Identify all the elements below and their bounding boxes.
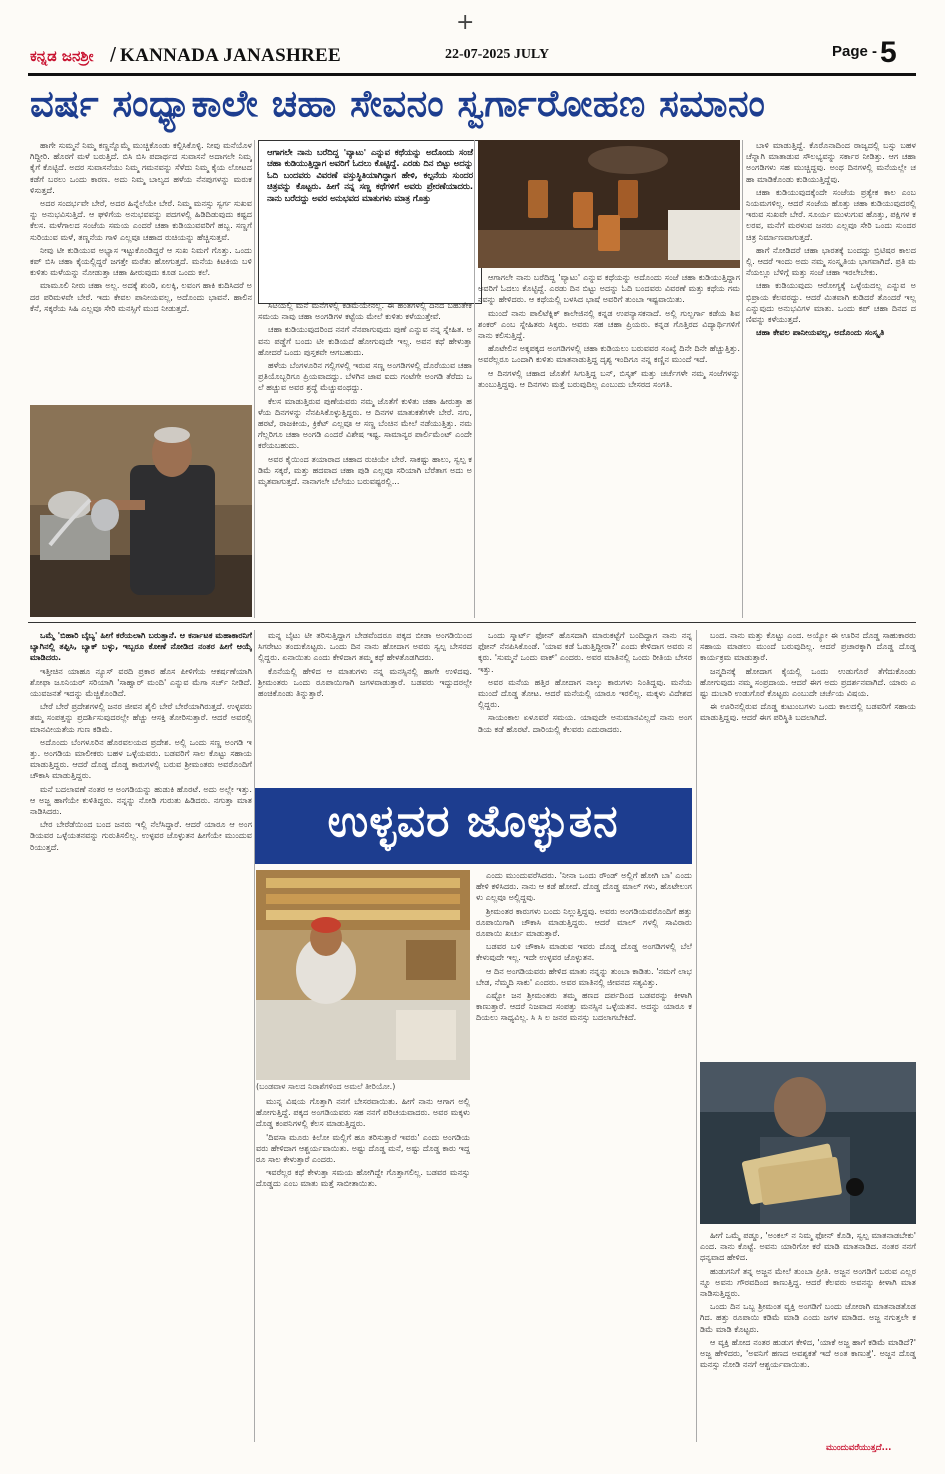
article2-col1-para: ಇತ್ತೀಚಿನ ಯಾಹೂ ನ್ಯೂಸ್ ವರದಿ ಪ್ರಕಾರ ಹೊಸ ಪೀಳಿಗೆಯ ಆಕರ್ಷಣೆಯಾಗಿ ಶೋಫಾ ಜೂನಿಯರ್ ಸರಿಯಾಗಿ 'ಸಾಹ್ವಾರ್ ಮಂದಿ' ಎನ್ನುವ ಮೆಗಾ ಸರ್ಚ್ ನೀಡಿದೆ. ಯುವಜನತೆ ಇದನ್ನು ಮೆಚ್ಚಿಕೊಂಡಿದೆ. [30,665,252,699]
article2-col4-para: ಬಂದ. ನಾನು ಮತ್ತು ಕೊಟ್ಟು ಎಂದ. ಅಯ್ಯೋ ಈ ಊರಿನ ದೊಡ್ಡ ಸಾಹುಕಾರರು ಸಹಾಯ ಮಾಡಲು ಮುಂದೆ ಬರುವುದಿಲ್ಲ. ಆದರೆ ಪ್ರಚಾರಕ್ಕಾಗಿ ದೊಡ್ಡ ದೊಡ್ಡ ಕಾರ್ಯಕ್ರಮ ಮಾಡುತ್ತಾರೆ. [700,630,916,663]
column-rule [742,140,743,618]
article2-col3-para: ಅವರ ಮನೆಯ ಹತ್ತಿರ ಹೋದಾಗ ನಾಲ್ಕು ಕಾರುಗಳು ನಿಂತಿದ್ದವು. ಮನೆಯ ಮುಂದೆ ದೊಡ್ಡ ತೋಟ. ಆದರೆ ಮನೆಯಲ್ಲಿ ಯಾರೂ ಇರಲಿಲ್ಲ. ಮಕ್ಕಳು ವಿದೇಶದಲ್ಲಿದ್ದರು. [478,676,692,710]
article1-col2-para: ಚಹಾ ಕುಡಿಯುವುದರಿಂದ ನನಗೆ ನೆನಪಾಗುವುದು ಪುಣೆ ಎನ್ನುವ ನನ್ನ ಸ್ನೇಹಿತ. ಅವನು ಪಡ್ಡೆಗೆ ಬಂದು ಟೀ ಕುಡಿಯದೆ ಹೋಗುವುದೇ ಇಲ್ಲ. ಅವನ ಕಥೆ ಹೇಳುತ್ತಾ ಹೋದರೆ ಒಂದು ಪುಸ್ತಕವೇ ಆಗಬಹುದು. [258,324,472,357]
page-number: 5 [880,36,897,69]
article1-col1-para: ಹಾಗೇ ಸುಮ್ಮನೆ ನಿಮ್ಮ ಕಣ್ಣನ್ನೊಮ್ಮೆ ಮುಚ್ಚಿಕೊಂಡು ಕಲ್ಪಿಸಿಕೊಳ್ಳಿ. ನೀವು ಮನೆಯೊಳಗಿದ್ದೀರಿ. ಹೊರಗೆ ಮಳೆ ಬರುತ್ತಿದೆ. ಬಿಸಿ ಬಿಸಿ ಪದಾರ್ಥದ ಸುವಾಸನೆ ಅದಾಗಲೇ ನಿಮ್ಮ ಕೈಗೆ ಕೊಟ್ಟಿದೆ. ಅದರ ಸುವಾಸನೆಯು ನಿಮ್ಮ ಗಮನವನ್ನು ಸೆಳೆದು ನಿಮ್ಮ ಕೈಯ ಲೋಟದ ಕಡೆಗೆ ಬರಲು ಒಂದು ಕಾರಣ. ಅದು ನಿಮ್ಮ ಬಾಲ್ಯದ ಹಳೆಯ ನೆನಪುಗಳನ್ನು ಮರುಕಳಿಸುತ್ತದೆ. [30,140,252,195]
money-counting-illustration [700,1062,916,1224]
money-counting-photo [700,1062,916,1224]
article2-col2-para: ಕೊನೆಯಲ್ಲಿ ಹೇಳಿದ ಆ ಮಾತುಗಳು ನನ್ನ ಮನಸ್ಸಿನಲ್ಲಿ ಹಾಗೇ ಉಳಿದವು. ಶ್ರೀಮಂತರು ಒಂದು ರೂಪಾಯಿಗಾಗಿ ಜಗಳವಾಡುತ್ತಾರೆ. ಬಡವರು ಇದ್ದುದರಲ್ಲೇ ಹಂಚಿಕೊಂಡು ತಿನ್ನುತ್ತಾರೆ. [258,665,472,699]
article2-col4-lower-para: ಹೀಗೆ ಒಮ್ಮೆ ಪಡ್ಡೂ, 'ಅಂಕಲ್ ನ ನಿಮ್ಮ ಫೋನ್ ಕೊಡಿ, ಸ್ವಲ್ಪ ಮಾತನಾಡಬೇಕು' ಎಂದ. ನಾನು ಕೊಟ್ಟೆ. ಅವನು ಯಾರಿಗೋ ಕರೆ ಮಾಡಿ ಮಾತನಾಡಿದ. ನಂತರ ನನಗೆ ಧನ್ಯವಾದ ಹೇಳಿದ. [700,1230,916,1263]
article1-col4-para: ಬಾಳಿ ಮಾಡುತ್ತಿದ್ದೆ. ಕೊರೊನಾದಿಂದ ರಾಜ್ಯದಲ್ಲಿ ಬಸ್ಸು ಬಹಳ ಚೆನ್ನಾಗಿ ಮಾತಾಡುವ ಸೌಲಭ್ಯವನ್ನು ಸರ್ಕಾರ ನೀಡಿತ್ತು. ಆಗ ಚಹಾ ಅಂಗಡಿಗಳು ಸಹ ಮುಚ್ಚಿದ್ದವು. ಅಂಥ ದಿನಗಳಲ್ಲಿ ಮನೆಯಲ್ಲೇ ಚಹಾ ಮಾಡಿಕೊಂಡು ಕುಡಿಯುತ್ತಿದ್ದೆವು. [746,140,916,184]
article2-col4-para: ಈ ಊರಿನಲ್ಲಿರುವ ದೊಡ್ಡ ಕುಟುಂಬಗಳು ಒಂದು ಕಾಲದಲ್ಲಿ ಬಡವರಿಗೆ ಸಹಾಯ ಮಾಡುತ್ತಿದ್ದವು. ಆದರೆ ಈಗ ಪರಿಸ್ಥಿತಿ ಬದಲಾಗಿದೆ. [700,701,916,723]
article2-title: ಉಳ್ಳವರ ಜೊಳ್ಳುತನ [327,796,619,847]
masthead-logo-kannada: ಕನ್ನಡ ಜನಶ್ರೀ [30,47,94,65]
article2-col1-para: ಬೇರ ಬೇರೆಡೆಯಿಂದ ಬಂದ ಜನರು ಇಲ್ಲಿ ನೆಲೆಸಿದ್ದಾರೆ. ಆದರೆ ಯಾರೂ ಆ ಅಂಗಡಿಯವರ ಒಳ್ಳೆಯತನವನ್ನು ಗುರುತಿಸಲಿಲ್ಲ. ಉಳ್ಳವರ ಜೊಳ್ಳುತನ ಹೀಗೆಯೇ ಮುಂದುವರಿಯುತ್ತದೆ. [30,819,252,852]
article2-col3-lower-para: ಆ ದಿನ ಅಂಗಡಿಯವರು ಹೇಳಿದ ಮಾತು ನನ್ನನ್ನು ತುಂಬಾ ಕಾಡಿತು. 'ನಮಗೆ ಲಾಭ ಬೇಡ, ನೆಮ್ಮದಿ ಸಾಕು' ಎಂದರು. ಅವರ ಮಾತಿನಲ್ಲಿ ಜೀವನದ ಸತ್ಯವಿತ್ತು. [476,965,692,987]
masthead-logo-english: KANNADA JANASHREE [120,45,341,66]
column-rule [696,630,697,1442]
article2-col4-para: ಜನ್ಮದಿನಕ್ಕೆ ಹೋದಾಗ ಕೈಯಲ್ಲಿ ಒಂದು ಉಡುಗೊರೆ ತೆಗೆದುಕೊಂಡು ಹೋಗುವುದು ನಮ್ಮ ಸಂಪ್ರದಾಯ. ಆದರೆ ಈಗ ಅದು ಪ್ರದರ್ಶನವಾಗಿದೆ. ಯಾರು ಎಷ್ಟು ದುಬಾರಿ ಉಡುಗೊರೆ ಕೊಟ್ಟರು ಎಂಬುದೇ ಚರ್ಚೆಯ ವಿಷಯ. [700,665,916,699]
shop-photo-caption: (ಬಂಡವಾಳ ಸಾಲದ ನಿರಾಶೆಗಳಿಂದ ಅಮಲೆ ತೀರಿಯೋ.) [256,1082,396,1091]
tea-cups-illustration [478,140,740,268]
article1-column-4 [746,140,916,618]
article2-col3-lower-para: ಎಂದು ಮುಂದುವರೆಸಿದರು. 'ನೀನಾ ಒಂದು ರೌಂಡ್ ಅಲ್ಲಿಗೆ ಹೋಗಿ ಬಾ' ಎಂದು ಹೇಳಿ ಕಳಿಸಿದರು. ನಾನು ಆ ಕಡೆ ಹೋದೆ. ದೊಡ್ಡ ದೊಡ್ಡ ಮಾಲ್ ಗಳು, ಹೊಟೇಲುಗಳು ಎಲ್ಲವೂ ಅಲ್ಲಿದ್ದವು. [476,870,692,903]
article2-col3-para: ಸಾಯಂಕಾಲ ಏಳೂವರೆ ಸಮಯ. ಯಾವುದೇ ಅನುಮಾನವಿಲ್ಲದೆ ನಾನು ಅಂಗಡಿಯ ಕಡೆ ಹೊರಟೆ. ದಾರಿಯಲ್ಲಿ ಕೆಲವರು ಎದುರಾದರು. [478,712,692,734]
article1-column-2 [258,300,472,618]
article2-col2-para: ಮನ್ನ ಬೈಟು ಟೀ ತರಿಸುತ್ತಿದ್ದಾಗ ಬೇಡವೆಂದರೂ ಪಕ್ಕದ ಬೀಡಾ ಅಂಗಡಿಯಿಂದ ಸಿಗರೇಟು ತಂದುಕೊಟ್ಟರು. ಒಂದು ದಿನ ನಾನು ಹೋದಾಗ ಅವರು ಸ್ವಲ್ಪ ಬೇಸರದಲ್ಲಿದ್ದರು. ಏನಾಯಿತು ಎಂದು ಕೇಳಿದಾಗ ತಮ್ಮ ಕಥೆ ಹೇಳತೊಡಗಿದರು. [258,630,472,663]
article2-title-banner [254,788,692,864]
article1-subcaption: ಚಹಾ ಕೇವಲ ಪಾನೀಯವಲ್ಲ, ಅದೊಂದು ಸಂಸ್ಕೃತಿ [756,327,885,338]
article1-col4-para: ಚಹಾ ಕುಡಿಯುವುದಕ್ಕೆಂದೇ ಸಂಜೆಯ ಪ್ರತ್ಯೇಕ ಕಾಲ ಎಂಬ ನಿಯಮಗಳಿಲ್ಲ. ಆದರೆ ಸಂಜೆಯ ಹೊತ್ತು ಚಹಾ ಕುಡಿಯುವುದರಲ್ಲಿ ಇರುವ ಸುಖವೇ ಬೇರೆ. ಸೂರ್ಯ ಮುಳುಗುವ ಹೊತ್ತು, ಪಕ್ಷಿಗಳ ಕಲರವ, ಮನೆಗೆ ಮರಳುವ ಜನರು ಎಲ್ಲವೂ ಸೇರಿ ಒಂದು ಸುಂದರ ಚಿತ್ರ ನಿರ್ಮಾಣವಾಗುತ್ತದೆ. [746,186,916,242]
tea-vendor-photo [30,405,252,617]
article2-col2-lower-para: ಮುನ್ನ ವಿಷಯ ಗೊತ್ತಾಗಿ ನನಗೆ ಬೇಸರವಾಯಿತು. ಹೀಗೆ ನಾನು ಆಗಾಗ ಅಲ್ಲಿ ಹೋಗುತ್ತಿದ್ದೆ. ಪಕ್ಕದ ಅಂಗಡಿಯವರು ಸಹ ನನಗೆ ಪರಿಚಯವಾದರು. ಅವರ ಮಕ್ಕಳು ದೊಡ್ಡ ಕಂಪನಿಗಳಲ್ಲಿ ಕೆಲಸ ಮಾಡುತ್ತಿದ್ದರು. [256,1096,470,1129]
article2-column-1 [30,630,252,1442]
article2-col3-lower-para: ಎಷ್ಟೋ ಜನ ಶ್ರೀಮಂತರು ತಮ್ಮ ಹಣದ ದರ್ಪದಿಂದ ಬಡವರನ್ನು ಕೀಳಾಗಿ ಕಾಣುತ್ತಾರೆ. ಆದರೆ ನಿಜವಾದ ಸಂಪತ್ತು ಮನಸ್ಸಿನ ಒಳ್ಳೆಯತನ. ಅದನ್ನು ಯಾರೂ ಕದಿಯಲು ಸಾಧ್ಯವಿಲ್ಲ. ಸಿ ಸಿ ಲ ಜನರ ಮನಸ್ಸು ಬದಲಾಗಬೇಕಿದೆ. [476,990,692,1023]
crop-mark: + [456,10,475,35]
article1-col2-para: ಅವರ ಕೈಯಿಂದ ತಯಾರಾದ ಚಹಾದ ರುಚಿಯೇ ಬೇರೆ. ಸಾಕಷ್ಟು ಹಾಲು, ಸ್ವಲ್ಪ ಕಡಿಮೆ ಸಕ್ಕರೆ, ಮತ್ತು ಹದವಾದ ಚಹಾ ಪುಡಿ ಎಲ್ಲವೂ ಸರಿಯಾಗಿ ಬೆರೆತಾಗ ಅದು ಅಮೃತವಾಗುತ್ತದೆ. ನಾನಾಗಲೇ ಬೆಲೆಯು ಬರುವಷ್ಟರಲ್ಲಿ... [258,453,472,487]
article2-col1-para: ಒಮ್ಮೆ 'ಬಿಹಾರಿ ಬೈಬ್ಯ' ಹೀಗೆ ಕರೆಯಲಾಗಿ ಬರುತ್ತಾನೆ. ಆ ಕರ್ನಾಟಕ ಮಹಾಕಾರನಿಗೆ ಬ್ಯಾಗಿನಲ್ಲಿ ತಪ್ಪಿಸಿ, ಬ್ಯಾಕ್ ಬಳ್ಳು, ಇಬ್ಬರೂ ಕೋಣೆ ನೋಡಿದ ನಂತರ ಹೀಗೆ ಆಯ್ಕೆ ಮಾಡಿದರು. [30,630,252,663]
article2-col2-lower-para: ಇವರೆಲ್ಲರ ಕಥೆ ಕೇಳುತ್ತಾ ಸಮಯ ಹೋಗಿದ್ದೇ ಗೊತ್ತಾಗಲಿಲ್ಲ. ಬಡವರ ಮನಸ್ಸು ದೊಡ್ಡದು ಎಂಬ ಮಾತು ಮತ್ತೆ ಸಾಬೀತಾಯಿತು. [256,1167,470,1189]
article1-col2-para: ಕೆಲಸ ಮಾಡುತ್ತಿರುವ ಪುಣೆಯವರು ನಮ್ಮ ಜೊತೆಗೆ ಕುಳಿತು ಚಹಾ ಹೀರುತ್ತಾ ಹಳೆಯ ದಿನಗಳನ್ನು ನೆನಪಿಸಿಕೊಳ್ಳುತ್ತಿದ್ದರು. ಆ ದಿನಗಳ ಮಾತುಕತೆಗಳೇ ಬೇರೆ. ನಗು, ಹರಟೆ, ರಾಜಕೀಯ, ಕ್ರಿಕೆಟ್ ಎಲ್ಲವೂ ಆ ಸಣ್ಣ ಬೆಂಚಿನ ಮೇಲೆ ನಡೆಯುತ್ತಿತ್ತು. ನಮಗೆಲ್ಲರಿಗೂ ಚಹಾ ಅಂಗಡಿ ಎಂದರೆ ವಿಶೇಷ ಇಷ್ಟ. ಸಾಮಾನ್ಯರ ಪಾರ್ಲಿಮೆಂಟ್ ಎಂದೇ ಕರೆಯಬಹುದು. [258,395,472,451]
article2-col3-para: ಒಂದು ಸ್ಮಾರ್ಟ್ ಫೋನ್ ಹೊಸದಾಗಿ ಮಾರುಕಟ್ಟೆಗೆ ಬಂದಿದ್ದಾಗ ನಾನು ನನ್ನ ಫೋನ್ ನೆನಪಿಸಿಕೊಂಡೆ. 'ಯಾವ ಕಡೆ ಓಡುತ್ತಿದ್ದೀರಾ?' ಎಂದು ಕೇಳಿದಾಗ ಅವರು ನಕ್ಕರು. 'ಸುಮ್ಮನೆ ಒಂದು ವಾಕ್' ಎಂದರು. ಅವರ ಮಾತಿನಲ್ಲಿ ಒಂದು ರೀತಿಯ ಬೇಸರ ಇತ್ತು. [478,630,692,674]
article1-col3-para: ಆ ದಿನಗಳಲ್ಲಿ ಚಹಾದ ಜೊತೆಗೆ ಸಿಗುತ್ತಿದ್ದ ಬನ್, ಬಿಸ್ಕತ್ ಮತ್ತು ಚರ್ಚೆಗಳೇ ನಮ್ಮ ಸಂಜೆಗಳನ್ನು ತುಂಬುತ್ತಿದ್ದವು. ಆ ದಿನಗಳು ಮತ್ತೆ ಬರುವುದಿಲ್ಲ ಎಂಬುದು ಬೇಸರದ ಸಂಗತಿ. [478,367,740,389]
masthead-separator: / [110,44,117,65]
article2-col1-para: ಬೇರೆ ಬೇರೆ ಪ್ರದೇಶಗಳಲ್ಲಿ ಜನರ ಜೀವನ ಶೈಲಿ ಬೇರೆ ಬೇರೆಯಾಗಿರುತ್ತದೆ. ಉಳ್ಳವರು ತಮ್ಮ ಸಂಪತ್ತನ್ನು ಪ್ರದರ್ಶಿಸುವುದರಲ್ಲೇ ಹೆಚ್ಚು ಆಸಕ್ತಿ ತೋರಿಸುತ್ತಾರೆ. ಆದರೆ ಅವರಲ್ಲಿ ಮಾನವೀಯತೆಯ ಗುಣ ಕಡಿಮೆ. [30,701,252,734]
article1-pull-quote: ಆಗಾಗಲೇ ನಾನು ಬರೆದಿದ್ದ 'ವ್ಯಾಟು' ಎನ್ನುವ ಕಥೆಯನ್ನು ಅದೊಂದು ಸಂಜೆ ಚಹಾ ಕುಡಿಯುತ್ತಿದ್ದಾಗ ಅವರಿಗೆ ಓದಲು ಕೊಟ್ಟಿದ್ದೆ. ಎರಡು ದಿನ ಬಿಟ್ಟು ಅದನ್ನು ಓದಿ ಬಂದವರು ವಿವರಣೆ ವಸ್ತುಸ್ಥಿತಿಯಾಗಿದ್ದಾಗ ಹೇಳಿ, ಕಲ್ಪನೆಯ ಸುಂದರ ಚಿತ್ರವನ್ನು ಕೊಟ್ಟರು. ಹೀಗೆ ನನ್ನ ಸಣ್ಣ ಕಥೆಗಳಿಗೆ ಅವರು ಪ್ರೇರಣೆಯಾದರು. ನಾನು ಬರೆದದ್ದು ಅವರ ಅನುಭವದ ಮಾತುಗಳು ಮಾತ್ರ ಗೊತ್ತು [258,140,482,304]
article1-col3-para: ಹೊಟೇಲಿನ ಅಕ್ಕಪಕ್ಕದ ಅಂಗಡಿಗಳಲ್ಲಿ ಚಹಾ ಕುಡಿಯಲು ಬರುವವರ ಸಂಖ್ಯೆ ದಿನೇ ದಿನೇ ಹೆಚ್ಚುತ್ತಿತ್ತು. ಅವರೆಲ್ಲರೂ ಒಂದಾಗಿ ಕುಳಿತು ಮಾತನಾಡುತ್ತಿದ್ದ ದೃಶ್ಯ ಇಂದಿಗೂ ನನ್ನ ಕಣ್ಣಿನ ಮುಂದೆ ಇದೆ. [478,343,740,365]
article2-col1-para: ಅದೊಂದು ಬೆಂಗಳೂರಿನ ಹೊರವಲಯದ ಪ್ರದೇಶ. ಅಲ್ಲಿ ಒಂದು ಸಣ್ಣ ಅಂಗಡಿ ಇತ್ತು. ಅಂಗಡಿಯ ಮಾಲೀಕರು ಬಹಳ ಒಳ್ಳೆಯವರು. ಬಡವರಿಗೆ ಸಾಲ ಕೊಟ್ಟು ಸಹಾಯ ಮಾಡುತ್ತಿದ್ದರು. ಆದರೆ ದೊಡ್ಡ ದೊಡ್ಡ ಕಾರುಗಳಲ್ಲಿ ಬರುವ ಶ್ರೀಮಂತರು ಅವರೊಂದಿಗೆ ಚೌಕಾಸಿ ಮಾಡುತ್ತಿದ್ದರು. [30,736,252,781]
article1-col4-para: ಚಹಾ ಕುಡಿಯುವುದು ಆರೋಗ್ಯಕ್ಕೆ ಒಳ್ಳೆಯದಲ್ಲ ಎನ್ನುವ ಅಭಿಪ್ರಾಯ ಕೆಲವರದ್ದು. ಆದರೆ ಮಿತವಾಗಿ ಕುಡಿದರೆ ತೊಂದರೆ ಇಲ್ಲ ಎನ್ನುವುದು ಅನುಭವಿಗಳ ಮಾತು. ಒಂದು ಕಪ್ ಚಹಾ ದಿನದ ದಣಿವನ್ನು ಕಳೆಯುತ್ತದೆ. [746,280,916,325]
article2-column-2-lower [256,1096,470,1444]
article1-col4-para: ಹಾಗೆ ನೋಡಿದರೆ ಚಹಾ ಭಾರತಕ್ಕೆ ಬಂದದ್ದು ಬ್ರಿಟಿಷರ ಕಾಲದಲ್ಲಿ. ಆದರೆ ಇಂದು ಅದು ನಮ್ಮ ಸಂಸ್ಕೃತಿಯ ಭಾಗವಾಗಿದೆ. ಪ್ರತಿ ಮನೆಯಲ್ಲೂ ಬೆಳಿಗ್ಗೆ ಮತ್ತು ಸಂಜೆ ಚಹಾ ಇರಲೇಬೇಕು. [746,244,916,278]
article2-column-4-lower [700,1230,916,1442]
column-rule [254,630,255,1442]
article1-headline: ವರ್ಷ ಸಂಧ್ಯಾಕಾಲೇ ಚಹಾ ಸೇವನಂ ಸ್ವರ್ಗಾರೋಹಣ ಸಮಾನಂ [30,82,766,125]
article1-col3-para: ಮುಂದೆ ನಾನು ಪಾಲಿಟೆಕ್ನಿಕ್ ಕಾಲೇಜಿನಲ್ಲಿ ಕನ್ನಡ ಉಪನ್ಯಾಸಕನಾದೆ. ಅಲ್ಲಿ ಗುಲ್ಬರ್ಗಾ ಕಡೆಯ ಶಿವಶಂಕರ್ ಎಂಬ ಸ್ನೇಹಿತರು ಸಿಕ್ಕರು. ಅವರು ಸಹ ಚಹಾ ಪ್ರಿಯರು. ಕನ್ನಡ ಗೊತ್ತಿರದ ವಿದ್ಯಾರ್ಥಿಗಳಿಗೆ ನಾನು ಕಲಿಸುತ್ತಿದ್ದೆ. [478,307,740,341]
article1-column-3 [478,272,740,618]
article2-column-3-upper [478,630,692,782]
article1-col3-para: ಆಗಾಗಲೇ ನಾನು ಬರೆದಿದ್ದ 'ವ್ಯಾಟು' ಎನ್ನುವ ಕಥೆಯನ್ನು ಅದೊಂದು ಸಂಜೆ ಚಹಾ ಕುಡಿಯುತ್ತಿದ್ದಾಗ ಅವರಿಗೆ ಓದಲು ಕೊಟ್ಟಿದ್ದೆ. ಎರಡು ದಿನ ಬಿಟ್ಟು ಅದನ್ನು ಓದಿ ಬಂದವರು ವಿವರಣೆ ಮತ್ತು ಕಥೆಯ ಗಮನವನ್ನು ಹೇಳಿದರು. ಆ ಕಥೆಯಲ್ಲಿ ಬಳಸಿದ ಭಾಷೆ ಅವರಿಗೆ ತುಂಬಾ ಇಷ್ಟವಾಯಿತು. [478,272,740,305]
article1-col2-para: ಹಳೆಯ ಬೆಂಗಳೂರಿನ ಗಲ್ಲಿಗಳಲ್ಲಿ ಇರುವ ಸಣ್ಣ ಅಂಗಡಿಗಳಲ್ಲಿ ದೊರೆಯುವ ಚಹಾ ಪ್ರತಿಯೊಬ್ಬರಿಗೂ ಪ್ರಿಯವಾದದ್ದು. ಬೆಳಗಿನ ಜಾವ ಐದು ಗಂಟೆಗೇ ಅಂಗಡಿ ತೆರೆದು ಒಲೆ ಹಚ್ಚುವ ಅವರ ಶ್ರದ್ಧೆ ಮೆಚ್ಚುವಂಥದ್ದು. [258,360,472,393]
article2-column-2-upper [258,630,472,782]
article2-col2-lower-para: 'ದಿವಸಾ ಮೂರು ಕಿಲೋ ಮಲ್ಲಿಗೆ ಹೂ ತರಿಸುತ್ತಾರೆ ಇವರು' ಎಂದು ಅಂಗಡಿಯವರು ಹೇಳಿದಾಗ ಆಶ್ಚರ್ಯವಾಯಿತು. ಅಷ್ಟು ದೊಡ್ಡ ಮನೆ, ಅಷ್ಟು ದೊಡ್ಡ ಕಾರು ಇದ್ದರೂ ಸಾಲ ಕೇಳುತ್ತಾರೆ ಎಂದರು. [256,1131,470,1165]
article2-col4-lower-para: ಒಂದು ದಿನ ಒಬ್ಬ ಶ್ರೀಮಂತ ವ್ಯಕ್ತಿ ಅಂಗಡಿಗೆ ಬಂದು ಜೋರಾಗಿ ಮಾತನಾಡತೊಡಗಿದ. ಹತ್ತು ರೂಪಾಯಿ ಕಡಿಮೆ ಮಾಡಿ ಎಂದು ಜಗಳ ಮಾಡಿದ. ಅಜ್ಜ ನಗುತ್ತಲೇ ಕಡಿಮೆ ಮಾಡಿ ಕೊಟ್ಟರು. [700,1301,916,1334]
issue-date: 22-07-2025 JULY [445,47,550,62]
article2-col4-lower-para: ಹುಡುಗನಿಗೆ ತನ್ನ ಅಜ್ಜನ ಮೇಲೆ ತುಂಬಾ ಪ್ರೀತಿ. ಅಜ್ಜನ ಅಂಗಡಿಗೆ ಬರುವ ಎಲ್ಲರನ್ನೂ ಅವನು ಗೌರವದಿಂದ ಕಾಣುತ್ತಿದ್ದ. ಆದರೆ ಕೆಲವರು ಅವನನ್ನು ಕೀಳಾಗಿ ಮಾತನಾಡಿಸುತ್ತಿದ್ದರು. [700,1265,916,1299]
continued-label: ಮುಂದುವರೆಯುತ್ತದೆ... [826,1443,892,1453]
article1-col1-para: ಮಾಮೂಲಿ ನೀರು ಚಹಾ ಅಲ್ಲ. ಅದಕ್ಕೆ ಶುಂಠಿ, ಏಲಕ್ಕಿ, ಲವಂಗ ಹಾಕಿ ಕುದಿಸಿದರೆ ಅದರ ಪರಿಮಳವೇ ಬೇರೆ. ಇದು ಕೇವಲ ಪಾನೀಯವಲ್ಲ, ಅದೊಂದು ಭಾವನೆ. ಹಾಲಿನ ಕೆನೆ, ಸಕ್ಕರೆಯ ಸಿಹಿ ಎಲ್ಲವೂ ಸೇರಿ ಮನಸ್ಸಿಗೆ ಮುದ ನೀಡುತ್ತದೆ. [30,280,252,313]
page-label: Page - [832,43,878,60]
article1-col1-para: ನೀವು ಟೀ ಕುಡಿಯುವ ಅಭ್ಯಾಸ ಇಟ್ಟುಕೊಂಡಿದ್ದರೆ ಆ ಸುಖ ನಿಮಗೆ ಗೊತ್ತು. ಒಂದು ಕಪ್ ಬಿಸಿ ಚಹಾ ಕೈಯಲ್ಲಿದ್ದರೆ ಜಗತ್ತೇ ಮರೆತು ಹೋಗುತ್ತದೆ. ಮನೆಯ ಕಿಟಕಿಯ ಬಳಿ ಕುಳಿತು ಮಳೆಯನ್ನು ನೋಡುತ್ತಾ ಚಹಾ ಹೀರುವುದು ಕೂಡ ಒಂದು ಕಲೆ. [30,244,252,278]
tea-vendor-illustration [30,405,252,617]
article2-col3-lower-para: ಬಡವರ ಬಳಿ ಚೌಕಾಸಿ ಮಾಡುವ ಇವರು ದೊಡ್ಡ ದೊಡ್ಡ ಅಂಗಡಿಗಳಲ್ಲಿ ಬೆಲೆ ಕೇಳುವುದೇ ಇಲ್ಲ. ಇದೇ ಉಳ್ಳವರ ಜೊಳ್ಳುತನ. [476,941,692,963]
article2-column-4-upper [700,630,916,1055]
article1-col2-para: ಸಿಟಿಯಲ್ಲಿ ಮನೆ ಮನೆಗಳಲ್ಲಿ ಕಡಿಮೆಯೇನಲ್ಲ. ಈ ಹಂತಗಳಲ್ಲಿ ದಿನದ ಬಹುತೇಕ ಸಮಯ ನಾವು ಚಹಾ ಅಂಗಡಿಗಳ ಕಟ್ಟೆಯ ಮೇಲೆ ಕುಳಿತು ಕಳೆಯುತ್ತೇವೆ. [258,300,472,322]
article2-col1-para: ಮನೆ ಬದಲಾವಣೆ ನಂತರ ಆ ಅಂಗಡಿಯನ್ನು ಹುಡುಕಿ ಹೊರಟೆ. ಅದು ಅಲ್ಲೇ ಇತ್ತು. ಆ ಅಜ್ಜ ಹಾಗೆಯೇ ಕುಳಿತಿದ್ದರು. ನನ್ನನ್ನು ನೋಡಿ ಗುರುತು ಹಿಡಿದರು. ನಗುತ್ತಾ ಮಾತನಾಡಿಸಿದರು. [30,783,252,817]
article2-column-3-lower [476,870,692,1444]
article2-col3-lower-para: ಶ್ರೀಮಂತರ ಕಾರುಗಳು ಬಂದು ನಿಲ್ಲುತ್ತಿದ್ದವು. ಅವರು ಅಂಗಡಿಯವರೊಂದಿಗೆ ಹತ್ತು ರೂಪಾಯಿಗಾಗಿ ಚೌಕಾಸಿ ಮಾಡುತ್ತಿದ್ದರು. ಆದರೆ ಮಾಲ್ ಗಳಲ್ಲಿ ಸಾವಿರಾರು ರೂಪಾಯಿ ಖರ್ಚು ಮಾಡುತ್ತಾರೆ. [476,905,692,939]
shop-owner-illustration [256,870,470,1080]
tea-cups-photo [478,140,740,268]
header-rule [28,73,916,76]
column-rule [254,140,255,618]
section-divider [28,622,916,623]
article1-column-1 [30,140,252,400]
article1-col1-para: ಅದರ ಸಂದರ್ಭವೇ ಬೇರೆ, ಅದರ ಹಿನ್ನೆಲೆಯೇ ಬೇರೆ. ನಿಮ್ಮ ಮನಸ್ಸು ಸ್ವರ್ಗ ಸುಖವನ್ನು ಅನುಭವಿಸುತ್ತಿದೆ. ಆ ಘಳಿಗೆಯ ಅನುಭವವನ್ನು ಪದಗಳಲ್ಲಿ ಹಿಡಿದಿಡುವುದು ಕಷ್ಟದ ಕೆಲಸ. ಮಳೆಗಾಲದ ಸಂಜೆಯ ಸಮಯ ಎಂದರೆ ಚಹಾ ಕುಡಿಯುವವರಿಗೆ ಹಬ್ಬ. ಸಣ್ಣಗೆ ಸುರಿಯುವ ಮಳೆ, ತಣ್ಣನೆಯ ಗಾಳಿ ಎಲ್ಲವೂ ಚಹಾದ ರುಚಿಯನ್ನು ಹೆಚ್ಚಿಸುತ್ತವೆ. [30,198,252,242]
column-rule [474,140,475,618]
article2-col4-lower-para: ಆ ವ್ಯಕ್ತಿ ಹೋದ ನಂತರ ಹುಡುಗ ಕೇಳಿದ, 'ಯಾಕೆ ಅಜ್ಜ ಹಾಗೆ ಕಡಿಮೆ ಮಾಡಿದೆ?' ಅಜ್ಜ ಹೇಳಿದರು, 'ಅವನಿಗೆ ಹಣದ ಅವಶ್ಯಕತೆ ಇದೆ ಅಂತ ಕಾಣುತ್ತೆ'. ಅಜ್ಜನ ದೊಡ್ಡ ಮನಸ್ಸು ನೋಡಿ ನನಗೆ ಆಶ್ಚರ್ಯವಾಯಿತು. [700,1336,916,1370]
shop-owner-photo [256,870,470,1080]
